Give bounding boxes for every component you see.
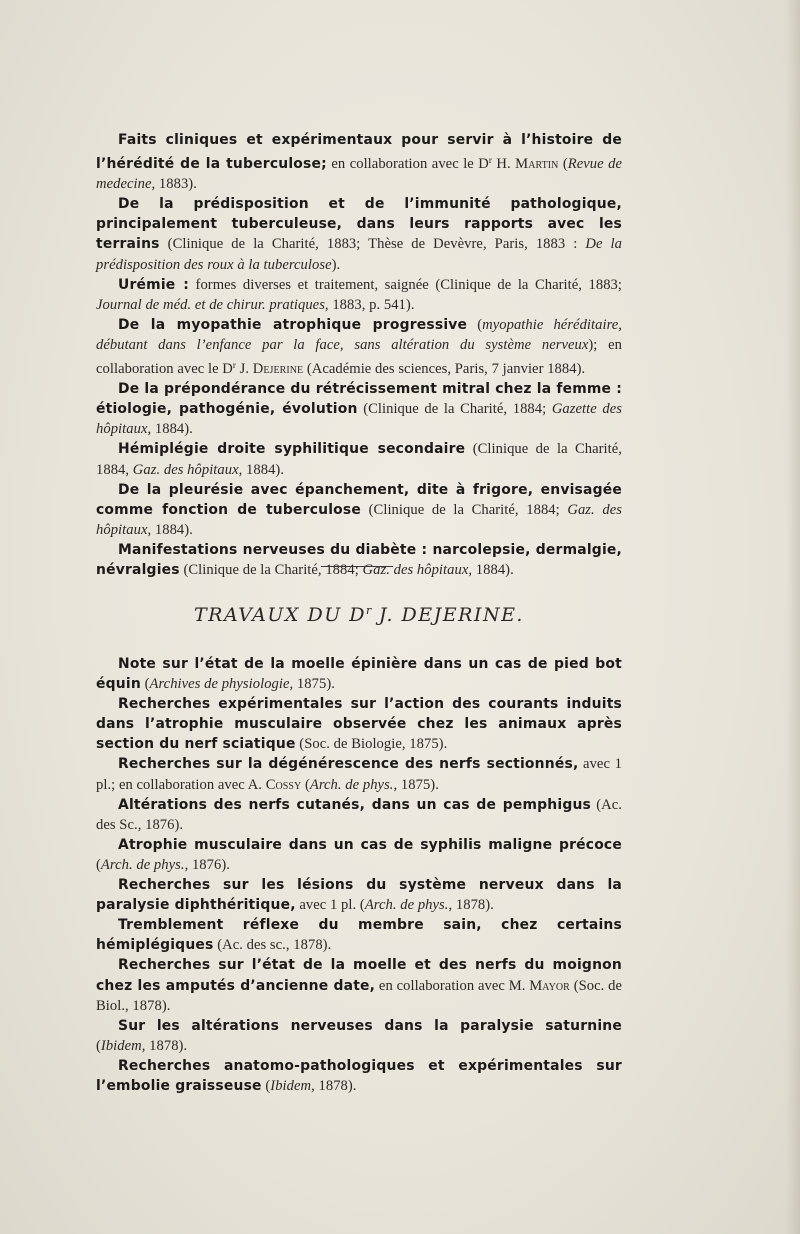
entry-text: ); en collaboration avec le D — [96, 336, 622, 378]
entry-text: avec 1 pl. ( — [295, 897, 365, 914]
entry-text: 1878). — [314, 1077, 357, 1094]
entry-title: Recherches expérimentales sur l’action des courants induits dans l’atrophie musculaire observée chez les animaux après section du nerf sciatique — [96, 696, 622, 753]
bibliography-entry — [96, 915, 622, 955]
entry-text: 1883). — [155, 176, 197, 193]
entry-title: Recherches sur les lésions du système nerveux dans la paralysie diphthéritique, — [96, 877, 622, 914]
entry-text: en collaboration avec le D — [326, 156, 489, 173]
entry-text: 1884). — [151, 521, 193, 538]
entry-text: (Soc. de Biologie, 1875). — [295, 736, 448, 753]
heading-superscript: r — [366, 604, 372, 617]
bibliography-entry — [96, 875, 622, 915]
entry-text: 1878). — [145, 1037, 188, 1054]
bibliography-entry — [96, 754, 622, 794]
entry-text: ( — [140, 676, 150, 693]
entry-title: Hémiplégie droite syphilitique secondaire — [118, 441, 466, 458]
entry-title: Note sur l’état de la moelle épinière dans un cas de pied bot équin — [96, 656, 622, 693]
bibliography-entry — [96, 694, 622, 754]
heading-text: TRAVAUX DU D — [194, 604, 367, 626]
entry-title: De la prédisposition et de l’immunité pathologique, principalement tuberculeuse, dans leurs rapports avec les terrains — [96, 196, 622, 253]
entry-title: Sur les altérations nerveuses dans la paralysie saturnine — [118, 1017, 622, 1034]
entry-text: 1876). — [188, 856, 230, 873]
bibliography-entry — [96, 540, 622, 580]
entry-journal: myopathie héréditaire, débutant dans l’enfance par la face, sans altération du système nerveux — [96, 316, 622, 353]
entry-journal: Arch. de phys., — [309, 776, 398, 793]
entry-title: Recherches sur la dégénérescence des nerfs sectionnés, — [118, 756, 579, 773]
entry-text: 1878). — [452, 897, 494, 914]
bibliography-entry — [96, 480, 622, 540]
entry-text: J. — [235, 361, 253, 378]
entry-text: ( — [261, 1077, 271, 1094]
entry-text: 1884). — [242, 461, 285, 478]
bibliography-entry — [96, 835, 622, 875]
bibliography-entry — [96, 1016, 622, 1056]
entry-text: H. — [491, 156, 516, 173]
entry-journal: Gaz. des hôpitaux, — [132, 461, 243, 478]
entry-title: Tremblement réflexe du membre sain, chez certains hémiplégiques — [96, 917, 622, 954]
entry-text: 1883, p. 541). — [328, 296, 415, 313]
entry-title: Atrophie musculaire dans un cas de syphilis maligne précoce — [118, 836, 622, 853]
heading-text-name: J. DEJERINE. — [371, 604, 524, 626]
bibliography-entry — [96, 275, 622, 315]
entry-text: ( — [558, 156, 568, 173]
entry-text: ). — [331, 256, 341, 273]
bibliography-section-2 — [96, 654, 622, 1096]
entry-journal: Arch. de phys., — [364, 897, 453, 914]
entry-text: ( — [467, 316, 483, 333]
bibliography-entry — [96, 194, 622, 274]
entry-author: Cossy — [265, 776, 302, 793]
entry-text: 1875). — [293, 676, 335, 693]
entry-text: (Clinique de la Charité, 1884, — [96, 441, 622, 478]
entry-text: (Ac. des Sc., 1876). — [96, 796, 622, 833]
bibliography-entry — [96, 439, 622, 479]
entry-text: ( — [96, 856, 101, 873]
entry-title: De la prépondérance du rétrécissement mitral chez la femme : étiologie, pathogénie, évolution — [96, 381, 622, 418]
entry-text: (Clinique de la Charité, 1884; — [179, 561, 363, 578]
entry-journal: Revue de medecine, — [96, 156, 623, 193]
entry-title: De la myopathie atrophique progressive — [118, 316, 468, 333]
bibliography-entry — [96, 795, 622, 835]
entry-text: 1884). — [472, 561, 514, 578]
entry-text: (Académie des sciences, Paris, 7 janvier 1884). — [303, 361, 586, 378]
entry-superscript: r — [488, 155, 492, 166]
entry-text: (Ac. des sc., 1878). — [213, 937, 332, 954]
section-divider — [321, 566, 393, 567]
section-heading — [96, 604, 622, 626]
bibliography-entry — [96, 130, 622, 194]
entry-title: Recherches anatomo-pathologiques et expérimentales sur l’embolie graisseuse — [96, 1057, 622, 1094]
entry-journal: Gazette des hôpitaux, — [96, 401, 622, 438]
entry-text: en collaboration avec M. — [375, 977, 530, 994]
entry-text: formes diverses et traitement, saignée (Clinique de la Charité, 1883; — [189, 276, 622, 293]
entry-title: Recherches sur l’état de la moelle et des nerfs du moignon chez les amputés d’ancienne date, — [96, 957, 622, 994]
bibliography-entry — [96, 955, 622, 1015]
entry-author: Dejerine — [252, 361, 304, 378]
entry-text: ( — [96, 1037, 101, 1054]
entry-author: Mayor — [529, 977, 570, 994]
bibliography-entry — [96, 379, 622, 439]
entry-text: (Clinique de la Charité, 1883; Thèse de Devèvre, Paris, 1883 : — [159, 236, 586, 253]
bibliography-entry — [96, 1056, 622, 1096]
entry-text: (Clinique de la Charité, 1884; — [361, 501, 568, 518]
entry-journal: Ibidem, — [100, 1037, 146, 1054]
entry-journal: Arch. de phys., — [100, 856, 189, 873]
entry-journal: De la prédisposition des roux à la tuberculose — [96, 236, 622, 273]
entry-title: Manifestations nerveuses du diabète : narcolepsie, dermalgie, névralgies — [96, 541, 622, 578]
entry-title: Altérations des nerfs cutanés, dans un cas de pemphigus — [118, 796, 592, 813]
entry-superscript: r — [232, 360, 236, 371]
entry-text: ( — [301, 776, 310, 793]
entry-journal: Gaz. des hôpitaux, — [362, 561, 473, 578]
entry-journal: Ibidem, — [270, 1077, 315, 1094]
entry-text: (Clinique de la Charité, 1884; — [357, 401, 552, 418]
entry-text: avec 1 pl.; en collaboration avec A. — [96, 756, 622, 793]
entry-journal: Journal de méd. et de chirur. pratiques, — [96, 296, 329, 313]
entry-text: 1875). — [397, 776, 439, 793]
page-edge-shadow — [786, 0, 800, 1234]
entry-title: De la pleurésie avec épanchement, dite à frigore, envisagée comme fonction de tuberculose — [96, 481, 622, 518]
bibliography-section-1 — [96, 130, 622, 580]
entry-text: (Soc. de Biol., 1878). — [96, 977, 622, 1014]
entry-title: Faits cliniques et expérimentaux pour servir à l’histoire de l’hérédité de la tuberculose; — [96, 132, 622, 173]
entry-text: 1884). — [151, 421, 193, 438]
entry-journal: Archives de physiologie, — [149, 676, 294, 693]
bibliography-entry — [96, 315, 622, 379]
bibliography-entry — [96, 654, 622, 694]
entry-journal: Gaz. des hôpitaux, — [96, 501, 622, 538]
entry-title: Urémie : — [118, 276, 190, 293]
entry-author: Martin — [515, 156, 559, 173]
